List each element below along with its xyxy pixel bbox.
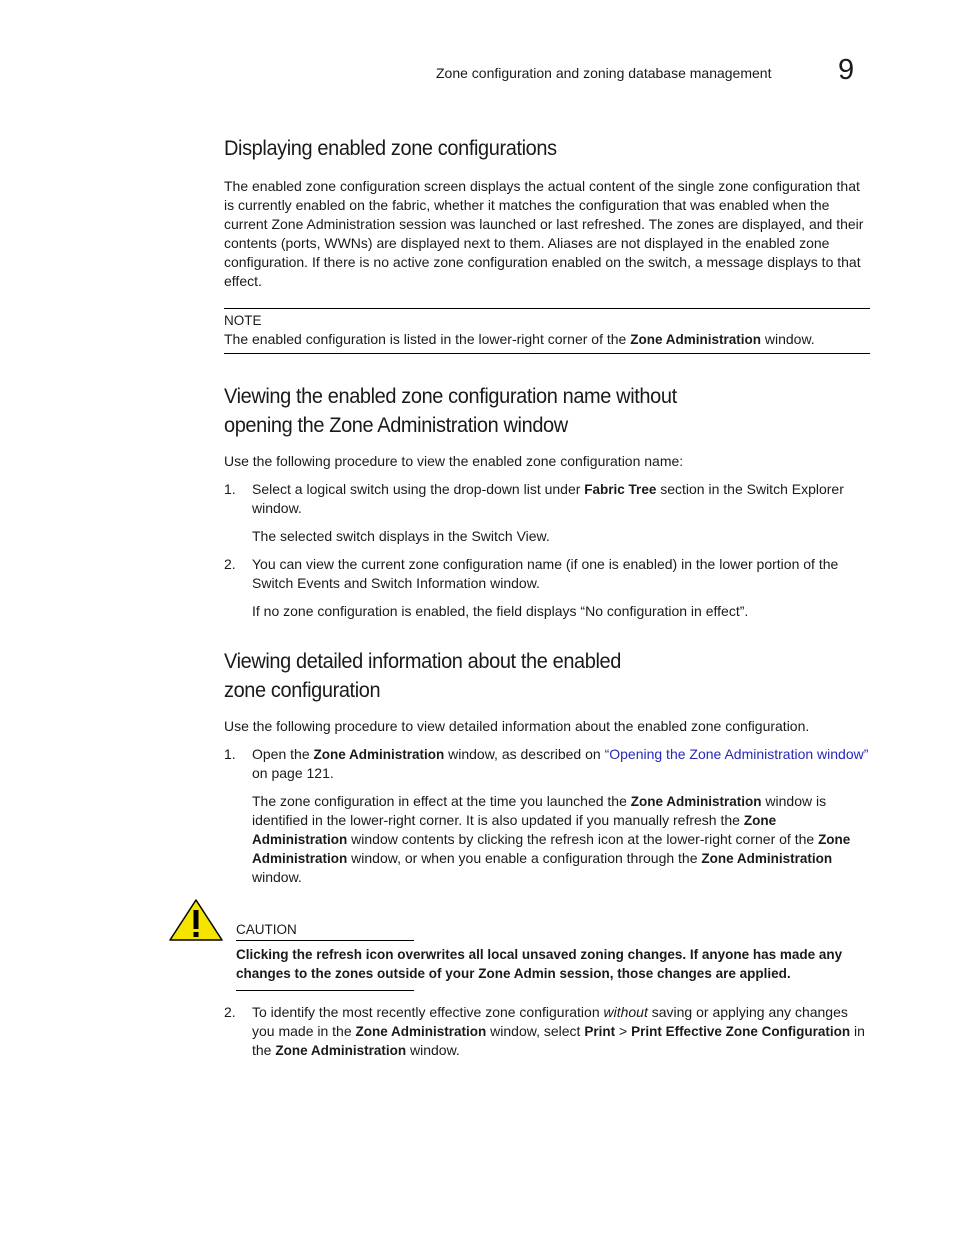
- cross-reference-link[interactable]: “Opening the Zone Administration window”: [604, 746, 869, 762]
- list-item: 1. Select a logical switch using the drop-down list under Fabric Tree section in the Switch Explorer window. The selected switch displays in the Switch View.: [224, 481, 844, 544]
- list-item: 2. To identify the most recently effective zone configuration without saving or applying any changes you made in the Zone Administration window, select Print > Print Effective Zone Configuration in the Zone Administration window.: [224, 1004, 865, 1058]
- section-heading-viewing-detailed: Viewing detailed information about the enabled zone configuration: [224, 650, 621, 702]
- caution-text: Clicking the refresh icon overwrites all local unsaved zoning changes. If anyone has made any changes to the zones outside of your Zone Admin session, those changes are applied.: [236, 947, 843, 981]
- page-content: [224, 134, 870, 887]
- caution-label: CAUTION: [236, 920, 414, 941]
- list-item: 1. Open the Zone Administration window, as described on “Opening the Zone Administration window” on page 121. The zone configuration in effect at the time you launched the Zone Administration window is identified in the lower-right corner. It is also updated if you manually refresh the Zone Administration window contents by clicking the refresh icon at the lower-right corner of the Zone Administration window, or when you enable a configuration through the Zone Administration window.: [224, 746, 869, 885]
- section3-steps-continued: [224, 1003, 870, 1060]
- section2-intro: Use the following procedure to view the enabled zone configuration name:: [224, 453, 684, 469]
- note-label: NOTE: [224, 313, 262, 328]
- section3-steps: [224, 745, 870, 887]
- section1-body: The enabled zone configuration screen displays the actual content of the single zone configuration that is currently enabled on the fabric, whether it matches the configuration that was enabled when the current Zone Administration session was launched or last refreshed. The zones are displayed, and their contents (ports, WWNs) are displayed next to them. Aliases are not displayed in the enabled zone configuration. If there is no active zone configuration enabled on the switch, a message displays to that effect.: [224, 178, 864, 289]
- chapter-number: 9: [838, 54, 855, 86]
- note-box: [224, 308, 870, 354]
- section-heading-viewing-name: Viewing the enabled zone configuration name without opening the Zone Administration window: [224, 385, 677, 437]
- section-heading-displaying: Displaying enabled zone configurations: [224, 137, 557, 160]
- caution-divider: [236, 990, 414, 991]
- section3-intro: Use the following procedure to view detailed information about the enabled zone configuration.: [224, 718, 810, 734]
- note-text: The enabled configuration is listed in the lower-right corner of the Zone Administration window.: [224, 331, 815, 347]
- list-item: 2. You can view the current zone configuration name (if one is enabled) in the lower portion of the Switch Events and Switch Information window. If no zone configuration is enabled, the field displays “No configuration in effect”.: [224, 556, 839, 619]
- warning-icon: [168, 898, 224, 942]
- section2-steps: [224, 480, 870, 621]
- running-header: Zone configuration and zoning database management: [436, 65, 772, 81]
